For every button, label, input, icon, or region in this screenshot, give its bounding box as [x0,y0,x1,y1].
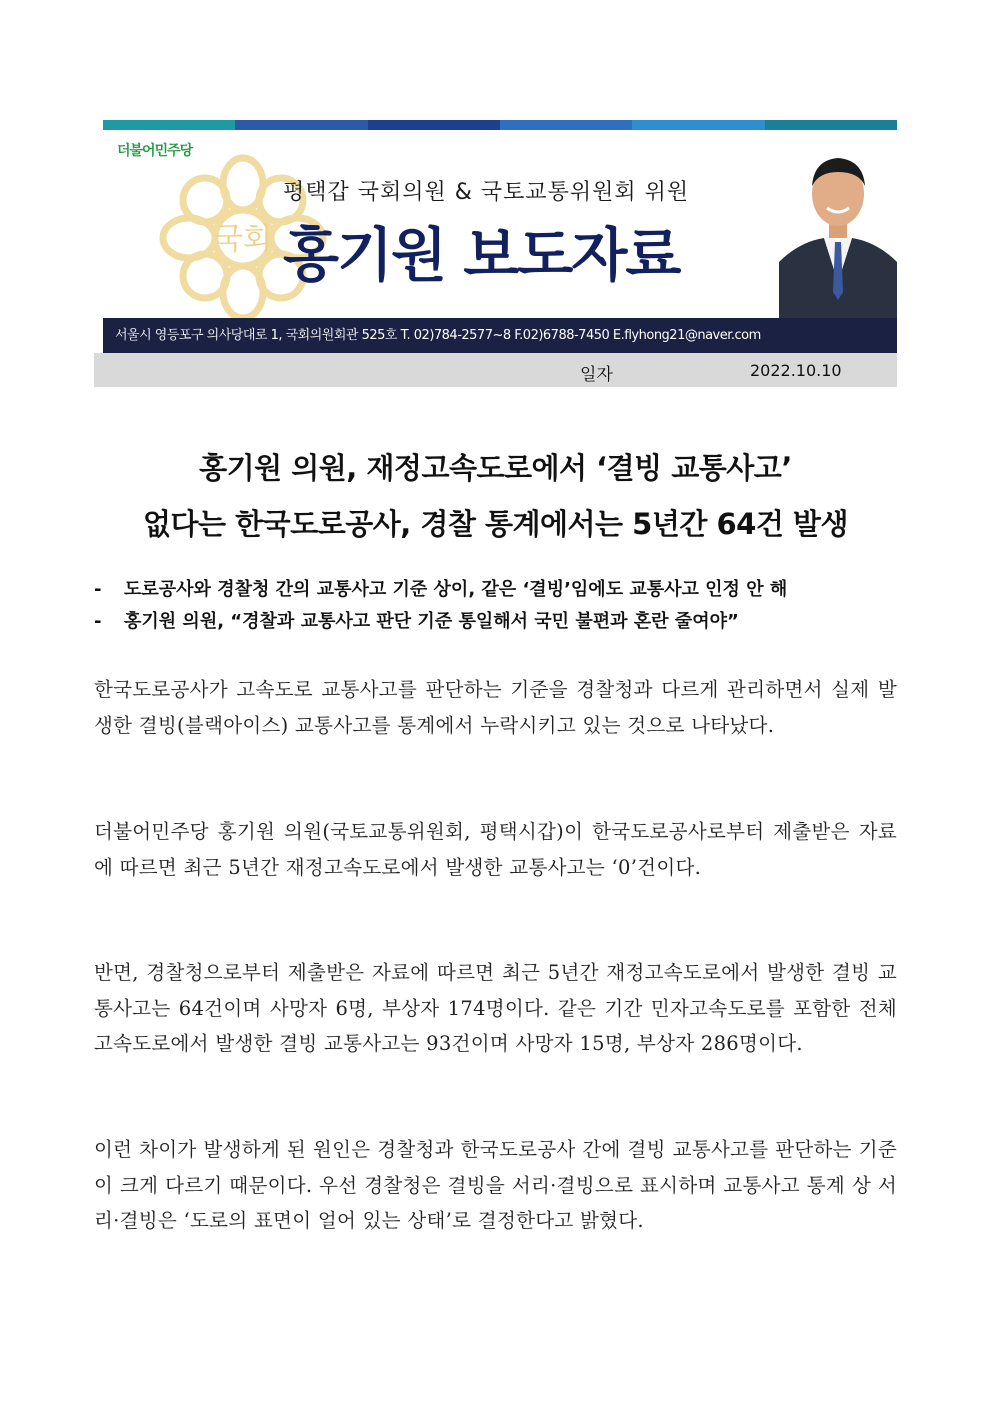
body-paragraph: 더불어민주당 홍기원 의원(국토교통위원회, 평택시갑)이 한국도로공사로부터 제출받은 자료에 따르면 최근 5년간 재정고속도로에서 발생한 교통사고는 ‘0’건이다. [94,820,897,879]
bullet-text: 도로공사와 경찰청 간의 교통사고 기준 상이, 같은 ‘결빙’임에도 교통사고 인정 안 해 [124,579,788,600]
date-label: 일자 [580,365,613,385]
body-paragraph: 이런 차이가 발생하게 된 원인은 경찰청과 한국도로공사 간에 결빙 교통사고를 판단하는 기준이 크게 다르기 때문이다. 우선 경찰청은 결빙을 서리·결빙으로 표시하며 교통사고 통계 상 서리·결빙은 ‘도로의 표면이 얼어 있는 상태’로 결정한다고 밝혔다. [94,1138,897,1232]
party-logo: 더불어민주당 [117,143,193,159]
headline-line-1: 홍기원 의원, 재정고속도로에서 ‘결빙 교통사고’ [199,451,792,485]
header-subtitle: 평택갑 국회의원 & 국토교통위원회 위원 [283,180,690,205]
bullet-text: 홍기원 의원, “경찰과 교통사고 판단 기준 통일해서 국민 불편과 혼란 줄여야” [124,611,739,632]
stripe-segment [765,120,897,130]
contact-address: 서울시 영등포구 의사당대로 1, 국회의원회관 525호 T. 02)784-2577~8 F.02)6788-7450 E.flyhong21@naver.com [103,318,897,353]
seal-text: 국회 [214,222,272,257]
stripe-segment [103,120,235,130]
stripe-segment [500,120,632,130]
lawmaker-portrait-icon [779,142,897,320]
summary-bullets [94,574,897,638]
stripe-segment [632,120,764,130]
headline-line-2: 없다는 한국도로공사, 경찰 통계에서는 5년간 64건 발생 [143,507,848,541]
date-value: 2022.10.10 [750,361,842,380]
body-paragraph: 한국도로공사가 고속도로 교통사고를 판단하는 기준을 경찰청과 다르게 관리하면서 실제 발생한 결빙(블랙아이스) 교통사고를 통계에서 누락시키고 있는 것으로 나타났다. [94,678,897,737]
date-bar [94,353,897,387]
stripe-segment [368,120,500,130]
body-paragraph: 반면, 경찰청으로부터 제출받은 자료에 따르면 최근 5년간 재정고속도로에서 발생한 결빙 교통사고는 64건이며 사망자 6명, 부상자 174명이다. 같은 기간 민자고속도로를 포함한 전체 고속도로에서 발생한 결빙 교통사고는 93건이며 사망자 15명, 부상자 286명이다. [94,961,897,1055]
press-release-header [103,120,897,353]
header-title: 홍기원 보도자료 [283,221,680,289]
summary-bullet: - 도로공사와 경찰청 간의 교통사고 기준 상이, 같은 ‘결빙’임에도 교통사고 인정 안 해 [94,579,788,600]
headline [94,440,897,552]
color-stripe [103,120,897,130]
stripe-segment [235,120,367,130]
summary-bullet: - 홍기원 의원, “경찰과 교통사고 판단 기준 통일해서 국민 불편과 혼란 줄여야” [94,611,739,632]
